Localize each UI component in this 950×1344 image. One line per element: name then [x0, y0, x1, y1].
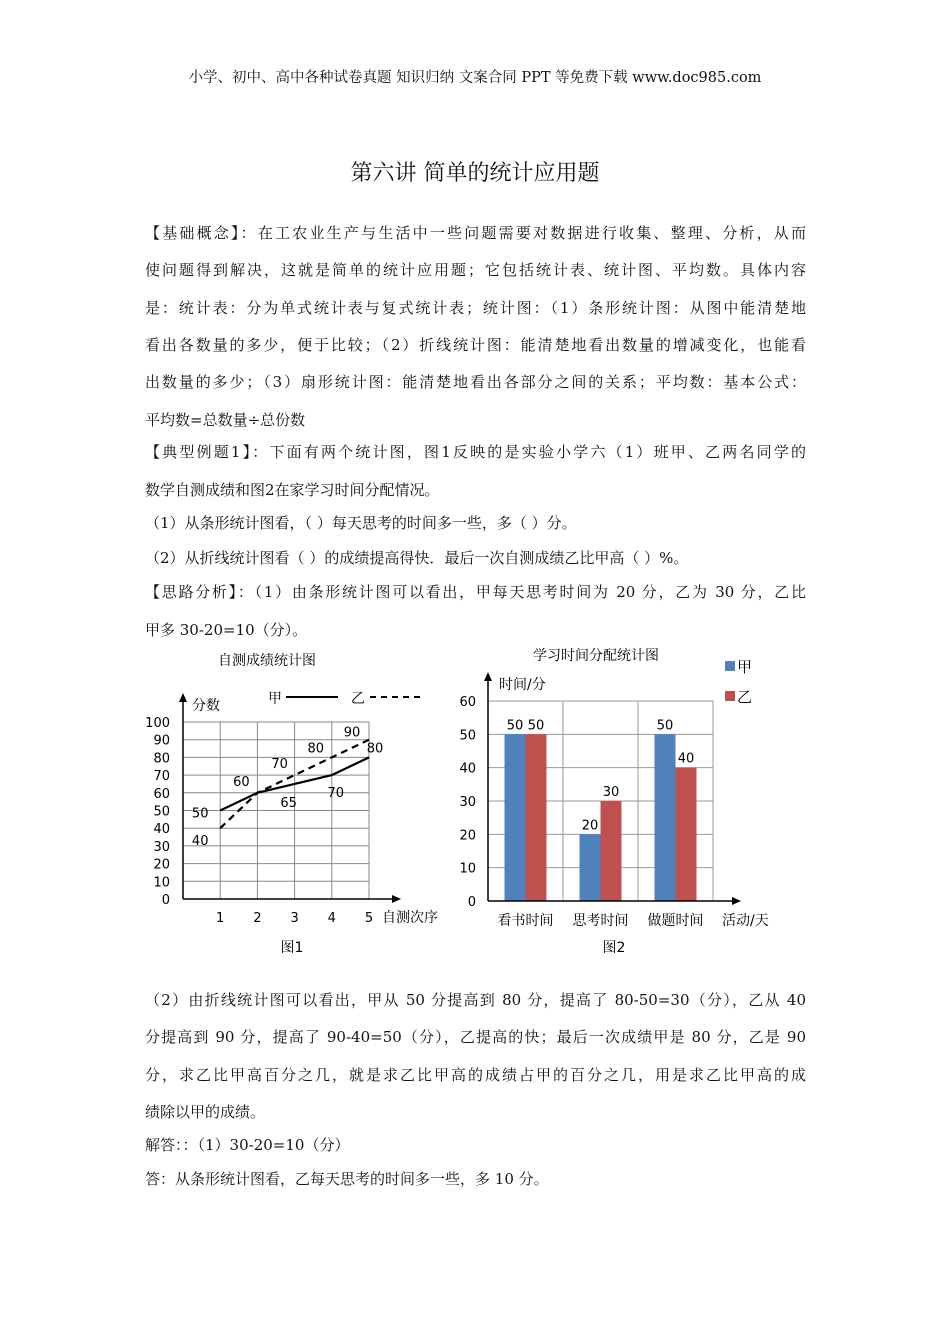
chart1-data-label: 50 [191, 806, 209, 822]
chart2-category-label: 看书时间 [497, 913, 554, 929]
chart1-xtick: 3 [290, 911, 299, 926]
chart2-ytick: 20 [459, 828, 476, 844]
text-line: 【典型例题1】：下面有两个统计图，图1反映的是实验小学六（1）班甲、乙两名同学的 [145, 443, 806, 461]
text-line: 分，求乙比甲高百分之几，就是求乙比甲高的成绩占甲的百分之几，用是求乙比甲高的成 [145, 1066, 806, 1084]
chart2-data-label: 50 [527, 718, 545, 734]
page-header: 小学、初中、高中各种试卷真题 知识归纳 文案合同 PPT 等免费下载 www.doc985.com [188, 70, 762, 86]
chart2-bar-yi [526, 734, 547, 901]
text-line: 【基础概念】：在工农业生产与生活中一些问题需要对数据进行收集、整理、分析，从而 [145, 224, 806, 242]
chart1-data-label: 70 [327, 786, 345, 802]
chart2-data-label: 30 [602, 785, 620, 800]
chart1-ytick: 50 [153, 804, 170, 820]
chart2-data-label: 40 [677, 751, 695, 767]
text-line: 分提高到 90 分，提高了 90-40=50（分），乙提高的快；最后一次成绩甲是 80 分，乙是 90 [145, 1028, 806, 1046]
chart2-ytick: 40 [459, 761, 476, 777]
chart2-ytick: 0 [467, 895, 476, 910]
text-line: 解答：：（1）30-20=10（分） [145, 1136, 350, 1154]
chart1-data-label: 40 [191, 834, 209, 850]
text-line: 使问题得到解决，这就是简单的统计应用题；它包括统计表、统计图、平均数。具体内容 [145, 261, 806, 279]
chart2-category-label: 思考时间 [572, 913, 629, 929]
chart1-legend-label: 甲 [268, 691, 282, 707]
chart2-ytick: 60 [459, 695, 476, 710]
chart2-legend-swatch [725, 691, 735, 701]
page-title: 第六讲 简单的统计应用题 [350, 161, 600, 186]
chart2-ytick: 10 [459, 861, 476, 877]
chart2-legend-swatch [725, 661, 735, 671]
chart1-title: 自测成绩统计图 [218, 653, 316, 669]
chart1-data-label: 80 [307, 741, 325, 757]
chart2-bar-jia [580, 834, 601, 901]
chart1-ylabel: 分数 [192, 698, 220, 714]
chart1-ytick: 30 [153, 839, 170, 855]
chart1-xtick: 2 [253, 911, 262, 926]
chart1-ytick: 20 [153, 857, 170, 873]
chart2-bar-yi [676, 768, 697, 901]
chart1-y-arrow [179, 693, 187, 702]
chart1-legend-label: 乙 [351, 691, 365, 707]
chart2-bar-jia [505, 734, 526, 901]
chart1-caption: 图1 [280, 940, 304, 956]
text-line: 甲多 30-20=10（分）。 [145, 621, 308, 639]
chart2-legend-label: 乙 [737, 688, 753, 706]
chart2-ytick: 30 [459, 795, 476, 810]
chart2-data-label: 50 [506, 718, 524, 734]
chart1-series-yi [220, 740, 369, 829]
chart1-data-label: 80 [366, 741, 384, 757]
chart1-ytick: 60 [153, 786, 170, 802]
chart1-ytick: 90 [153, 733, 170, 749]
chart1-series-jia [220, 757, 369, 810]
chart2-data-label: 50 [656, 718, 674, 734]
chart2-bar-yi [601, 801, 622, 901]
chart1-xlabel: 自测次序 [382, 910, 438, 926]
text-line: 【思路分析】：（1）由条形统计图可以看出，甲每天思考时间为 20 分，乙为 30 分，乙比 [145, 583, 806, 601]
text-line: 是：统计表：分为单式统计表与复式统计表；统计图：（1）条形统计图：从图中能清楚地 [145, 299, 806, 317]
chart2-title: 学习时间分配统计图 [533, 648, 659, 664]
chart1-xtick: 1 [216, 911, 225, 926]
chart2-xlabel: 活动/天 [722, 913, 769, 929]
chart1-data-label: 70 [271, 757, 288, 773]
chart1-ytick: 100 [145, 716, 170, 731]
chart2-x-arrow [732, 897, 741, 905]
chart2-legend-label: 甲 [737, 658, 753, 676]
chart2-data-label: 20 [581, 818, 599, 834]
chart1-data-label: 65 [280, 795, 297, 811]
text-line: 数学自测成绩和图2在家学习时间分配情况。 [145, 481, 440, 499]
chart2-ylabel: 时间/分 [499, 677, 546, 693]
text-line: （1）从条形统计图看，（ ）每天思考的时间多一些，多（ ）分。 [145, 514, 577, 532]
chart1-ytick: 0 [161, 893, 170, 908]
chart2-caption: 图2 [602, 940, 626, 956]
chart2-bar-jia [655, 734, 676, 901]
chart2-ytick: 50 [459, 728, 476, 744]
chart1-data-label: 90 [343, 725, 361, 741]
text-line: 绩除以甲的成绩。 [145, 1103, 266, 1121]
text-line: 出数量的多少；（3）扇形统计图：能清楚地看出各部分之间的关系；平均数：基本公式： [145, 373, 806, 391]
chart2-category-label: 做题时间 [647, 913, 704, 929]
text-line: （2）从折线统计图看（ ）的成绩提高得快．最后一次自测成绩乙比甲高（ ）%。 [145, 549, 689, 567]
chart1-ytick: 40 [153, 822, 170, 838]
chart1-data-label: 60 [233, 774, 250, 790]
chart1-ytick: 10 [153, 875, 170, 891]
chart1-ytick: 70 [153, 769, 170, 785]
chart1-xtick: 5 [364, 911, 374, 926]
chart1-ytick: 80 [153, 751, 170, 767]
chart2-y-arrow [484, 672, 492, 681]
text-line: 答：从条形统计图看，乙每天思考的时间多一些，多 10 分。 [145, 1170, 549, 1188]
text-line: 平均数=总数量÷总份数 [145, 411, 306, 429]
chart1-xtick: 4 [327, 911, 336, 926]
text-line: （2）由折线统计图可以看出，甲从 50 分提高到 80 分，提高了 80-50=30（分），乙从 40 [145, 991, 806, 1009]
text-line: 看出各数量的多少，便于比较；（2）折线统计图：能清楚地看出数量的增减变化，也能看 [145, 336, 806, 354]
chart1-x-arrow [392, 895, 401, 903]
